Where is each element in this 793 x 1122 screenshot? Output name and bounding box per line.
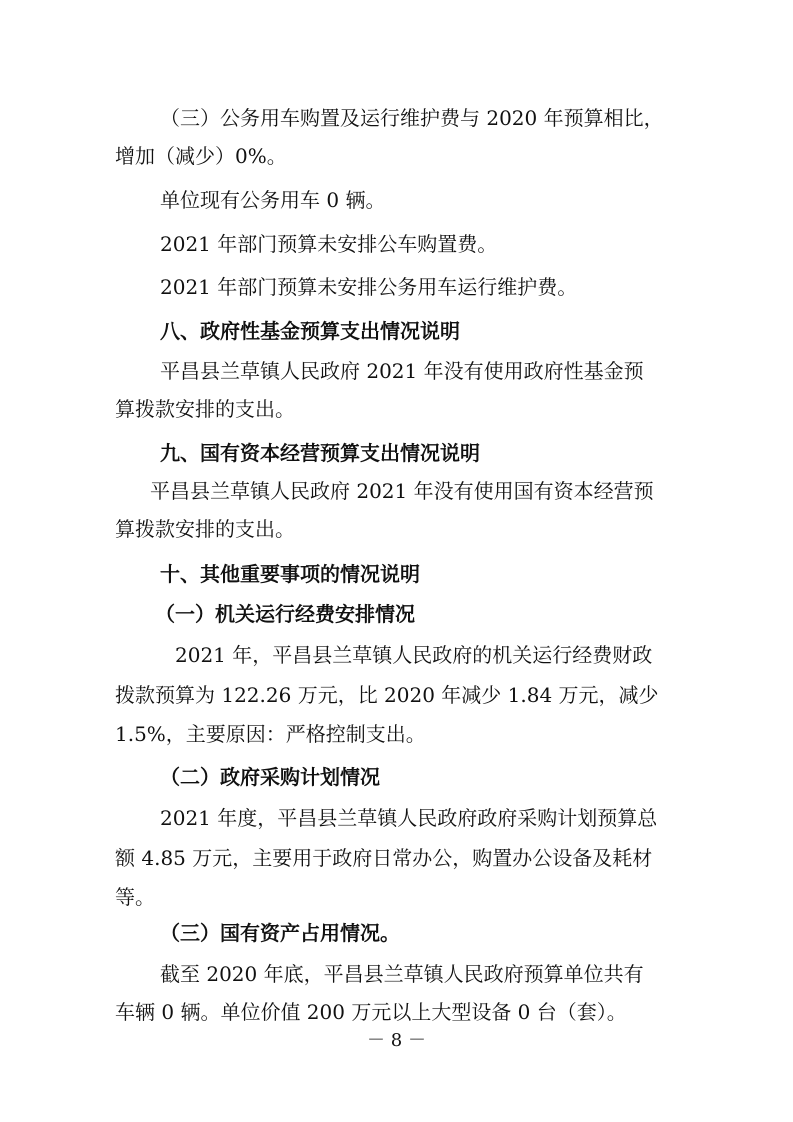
subsection-heading-1: （一）机关运行经费安排情况 (155, 602, 415, 626)
paragraph-line-2: 增加（减少）0%。 (115, 144, 287, 168)
paragraph-line-16: 截至 2020 年底，平昌县兰草镇人民政府预算单位共有 (160, 962, 644, 986)
paragraph-line-17: 车辆 0 辆。单位价值 200 万元以上大型设备 0 台（套）。 (115, 1000, 627, 1024)
page-number: － 8 － (367, 1030, 426, 1051)
paragraph-line-7: 算拨款安排的支出。 (115, 397, 295, 421)
paragraph-line-4: 2021 年部门预算未安排公车购置费。 (160, 232, 498, 256)
paragraph-line-10: 2021 年，平昌县兰草镇人民政府的机关运行经费财政 (175, 643, 653, 667)
paragraph-line-13: 2021 年度，平昌县兰草镇人民政府政府采购计划预算总 (160, 806, 658, 830)
paragraph-line-11: 拨款预算为 122.26 万元，比 2020 年减少 1.84 万元，减少 (115, 683, 659, 707)
paragraph-line-8: 平昌县兰草镇人民政府 2021 年没有使用国有资本经营预 (150, 479, 654, 503)
paragraph-line-15: 等。 (115, 885, 155, 909)
section-heading-9: 九、国有资本经营预算支出情况说明 (160, 441, 480, 465)
paragraph-line-6: 平昌县兰草镇人民政府 2021 年没有使用政府性基金预 (160, 359, 644, 383)
paragraph-line-5: 2021 年部门预算未安排公务用车运行维护费。 (160, 275, 578, 299)
paragraph-line-1: （三）公务用车购置及运行维护费与 2020 年预算相比， (160, 106, 664, 130)
subsection-heading-3: （三）国有资产占用情况。 (160, 921, 400, 945)
subsection-heading-2: （二）政府采购计划情况 (160, 765, 380, 789)
paragraph-line-3: 单位现有公务用车 0 辆。 (160, 188, 386, 212)
section-heading-8: 八、政府性基金预算支出情况说明 (160, 319, 460, 343)
paragraph-line-9: 算拨款安排的支出。 (115, 517, 295, 541)
paragraph-line-14: 额 4.85 万元，主要用于政府日常办公，购置办公设备及耗材 (115, 846, 653, 870)
section-heading-10: 十、其他重要事项的情况说明 (160, 562, 420, 586)
paragraph-line-12: 1.5%，主要原因：严格控制支出。 (115, 722, 426, 746)
